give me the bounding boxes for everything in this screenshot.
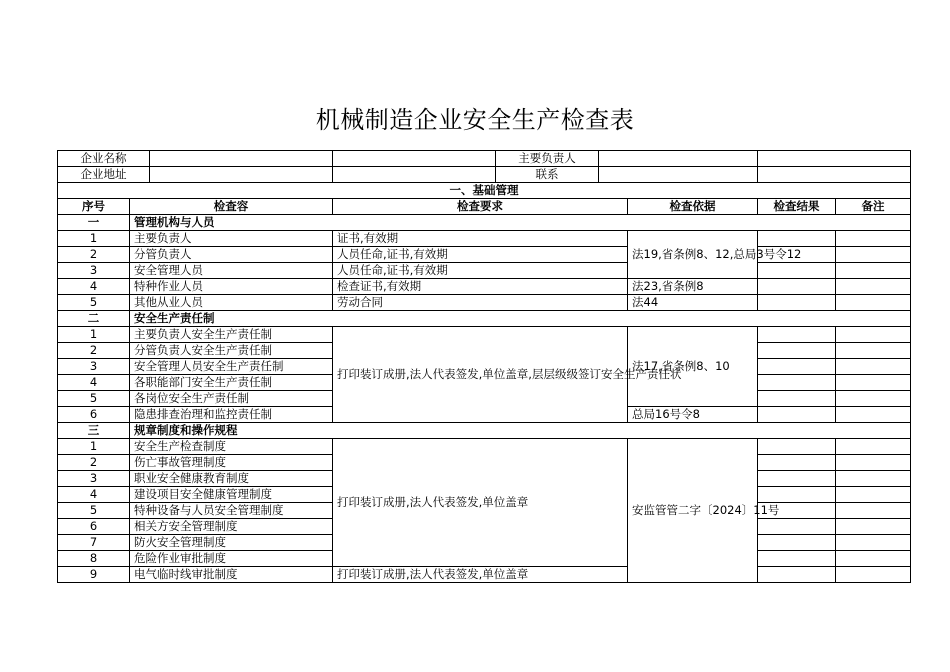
row-item: 防火安全管理制度 [130,535,333,551]
result-cell[interactable] [758,535,836,551]
row-item: 特种设备与人员安全管理制度 [130,503,333,519]
head-value-ext[interactable] [758,151,911,167]
page-title: 机械制造企业安全生产检查表 [315,106,635,134]
row-basis: 法23,省条例8 [628,279,758,295]
remark-cell[interactable] [836,519,911,535]
col-header-item: 检查容 [130,199,333,215]
group-title: 管理机构与人员 [130,215,911,231]
row-requirement: 劳动合同 [333,295,628,311]
row-no: 7 [58,535,130,551]
contact-value-ext[interactable] [758,167,911,183]
col-header-no: 序号 [58,199,130,215]
row-item: 各职能部门安全生产责任制 [130,375,333,391]
remark-cell[interactable] [836,455,911,471]
group-title: 安全生产责任制 [130,311,911,327]
company-address-value[interactable] [150,167,332,182]
remark-cell[interactable] [836,407,911,423]
row-no: 4 [58,487,130,503]
row-no: 8 [58,551,130,567]
group-index: 一 [58,215,130,231]
result-cell[interactable] [758,551,836,567]
result-cell[interactable] [758,231,836,247]
row-item: 主要负责人安全生产责任制 [130,327,333,343]
row-requirement: 检查证书,有效期 [333,279,628,295]
row-basis: 安监管管二字〔2024〕11号 [628,439,758,583]
result-cell[interactable] [758,407,836,423]
remark-cell[interactable] [836,487,911,503]
remark-cell[interactable] [836,247,911,263]
row-requirement: 打印装订成册,法人代表签发,单位盖章 [333,567,628,583]
row-no: 6 [58,407,130,423]
row-item: 电气临时线审批制度 [130,567,333,583]
result-cell[interactable] [758,439,836,455]
row-basis: 法17,省条例8、10 [628,327,758,407]
result-cell[interactable] [758,327,836,343]
group-header [58,215,911,231]
col-header-result: 检查结果 [758,199,836,215]
table-row [58,327,911,343]
row-basis: 法19,省条例8、12,总局3号令12 [628,231,758,279]
result-cell[interactable] [758,471,836,487]
remark-cell[interactable] [836,439,911,455]
row-item: 相关方安全管理制度 [130,519,333,535]
row-item: 危险作业审批制度 [130,551,333,567]
row-item: 职业安全健康教育制度 [130,471,333,487]
contact-value[interactable] [599,167,757,182]
col-header-basis: 检查依据 [628,199,758,215]
row-requirement: 人员任命,证书,有效期 [333,247,628,263]
remark-cell[interactable] [836,231,911,247]
remark-cell[interactable] [836,263,911,279]
result-cell[interactable] [758,487,836,503]
row-item: 分管负责人 [130,247,333,263]
row-item: 隐患排查治理和监控责任制 [130,407,333,423]
result-cell[interactable] [758,375,836,391]
row-requirement: 打印装订成册,法人代表签发,单位盖章,层层级级签订安全生产责任状 [333,327,628,423]
table-row [58,295,911,311]
remark-cell[interactable] [836,359,911,375]
row-no: 2 [58,455,130,471]
row-no: 3 [58,471,130,487]
row-no: 4 [58,279,130,295]
company-address-label: 企业地址 [58,167,150,182]
info-row-name [58,151,911,167]
row-no: 5 [58,295,130,311]
group-header [58,311,911,327]
row-requirement: 人员任命,证书,有效期 [333,263,628,279]
col-header-remark: 备注 [836,199,911,215]
head-value[interactable] [599,151,757,166]
row-item: 特种作业人员 [130,279,333,295]
row-basis: 总局16号令8 [628,407,758,423]
row-no: 5 [58,503,130,519]
row-item: 伤亡事故管理制度 [130,455,333,471]
row-item: 建设项目安全健康管理制度 [130,487,333,503]
info-row-address [58,167,911,183]
group-index: 二 [58,311,130,327]
head-label: 主要负责人 [495,151,599,166]
remark-cell[interactable] [836,279,911,295]
table-row [58,439,911,455]
column-header-row [58,199,911,215]
row-item: 分管负责人安全生产责任制 [130,343,333,359]
table-row [58,231,911,247]
row-no: 1 [58,327,130,343]
result-cell[interactable] [758,567,836,583]
row-item: 主要负责人 [130,231,333,247]
table-row [58,279,911,295]
table-row [58,263,911,279]
row-no: 1 [58,439,130,455]
row-no: 3 [58,263,130,279]
result-cell[interactable] [758,263,836,279]
row-no: 1 [58,231,130,247]
row-no: 3 [58,359,130,375]
row-no: 5 [58,391,130,407]
inspection-table [57,150,911,583]
remark-cell[interactable] [836,391,911,407]
result-cell[interactable] [758,343,836,359]
row-no: 4 [58,375,130,391]
row-item: 各岗位安全生产责任制 [130,391,333,407]
row-item: 安全管理人员 [130,263,333,279]
group-index: 三 [58,423,130,439]
remark-cell[interactable] [836,503,911,519]
remark-cell[interactable] [836,327,911,343]
result-cell[interactable] [758,359,836,375]
row-requirement: 证书,有效期 [333,231,628,247]
result-cell[interactable] [758,391,836,407]
contact-label: 联系 [495,167,599,182]
result-cell[interactable] [758,455,836,471]
row-requirement: 打印装订成册,法人代表签发,单位盖章 [333,439,628,567]
group-header [58,423,911,439]
row-no: 2 [58,343,130,359]
remark-cell[interactable] [836,567,911,583]
company-name-value[interactable] [150,151,332,166]
remark-cell[interactable] [836,551,911,567]
company-name-label: 企业名称 [58,151,150,166]
table-row [58,567,911,583]
result-cell[interactable] [758,295,836,311]
remark-cell[interactable] [836,375,911,391]
group-title: 规章制度和操作规程 [130,423,911,439]
remark-cell[interactable] [836,535,911,551]
row-item: 其他从业人员 [130,295,333,311]
row-basis: 法44 [628,295,758,311]
col-header-requirement: 检查要求 [333,199,628,215]
result-cell[interactable] [758,519,836,535]
row-no: 6 [58,519,130,535]
remark-cell[interactable] [836,295,911,311]
row-item: 安全生产检查制度 [130,439,333,455]
row-no: 9 [58,567,130,583]
remark-cell[interactable] [836,343,911,359]
row-no: 2 [58,247,130,263]
remark-cell[interactable] [836,471,911,487]
section-title: 一、基础管理 [58,183,911,199]
row-item: 安全管理人员安全生产责任制 [130,359,333,375]
result-cell[interactable] [758,279,836,295]
